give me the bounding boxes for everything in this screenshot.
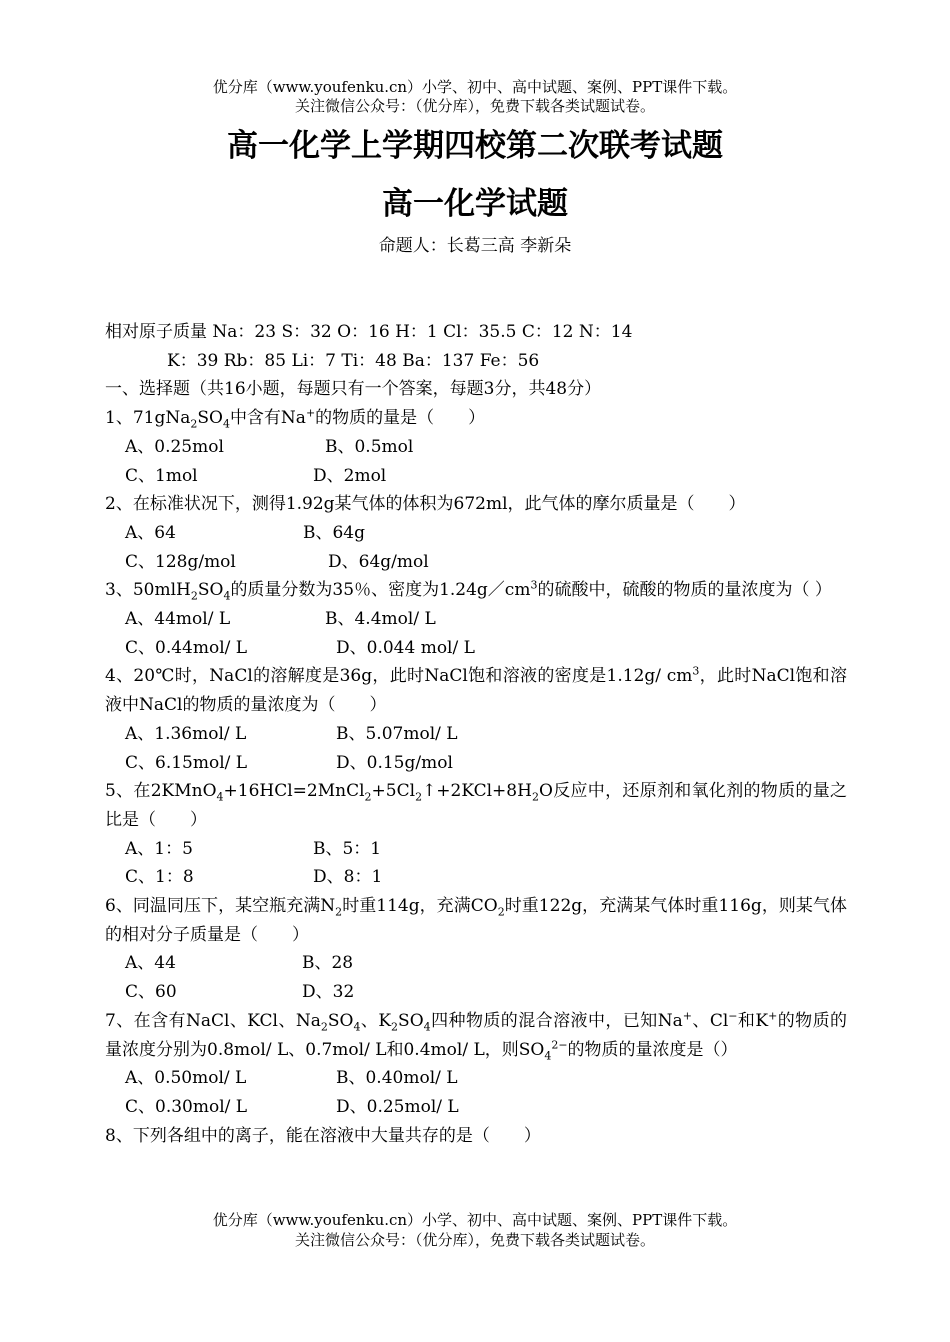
option-d: D、0.15g/mol bbox=[336, 752, 453, 773]
option-c: C、128g/mol bbox=[125, 551, 236, 572]
option-d: D、0.044 mol/ L bbox=[336, 637, 475, 658]
option-d: D、64g/mol bbox=[328, 551, 429, 572]
question-5-options-cd bbox=[105, 863, 847, 892]
question-7-options-ab bbox=[105, 1064, 847, 1093]
exam-subtitle: 高一化学试题 bbox=[382, 186, 568, 222]
question-6: 6、同温同压下，某空瓶充满$N_2$时重114g，充满$CO_2$时重122g，充满某气体时重116g，则某气体的相对分子质量是（ ） bbox=[105, 896, 847, 945]
exam-body bbox=[105, 318, 847, 1150]
option-d: D、0.25mol/ L bbox=[336, 1096, 459, 1117]
option-a: A、64 bbox=[125, 522, 176, 543]
question-1-options-cd bbox=[105, 462, 847, 491]
author-line: 命题人：长葛三高 李新朵 bbox=[378, 236, 572, 256]
question-7: 7、在含有NaCl、KCl、$Na_2SO_4$、$K_2SO_4$四种物质的混合溶液中，已知Na+、Cl−和K+的物质的量浓度分别为0.8mol/ L、0.7mol/ L和0.4mol/ L，则$SO_4^{2-}$的物质的量浓度是（） bbox=[105, 1009, 848, 1062]
option-a: A、1：5 bbox=[125, 838, 193, 859]
option-c: C、0.44mol/ L bbox=[125, 637, 248, 658]
question-7-options-cd bbox=[105, 1093, 847, 1122]
section-heading: 一、选择题（共16小题，每题只有一个答案，每题3分，共48分） bbox=[105, 379, 602, 400]
question-2-options-cd bbox=[105, 548, 847, 577]
question-5: 5、在$2KMnO_4+16HCl=2MnCl_2+5Cl_2↑+2KCl+8H_2O$反应中，还原剂和氧化剂的物质的量之比是（ ） bbox=[105, 781, 848, 830]
atomic-mass-line-1: 相对原子质量 Na：23 S：32 O：16 H：1 Cl：35.5 C：12 N：14 bbox=[105, 322, 633, 342]
question-1: 1、$71gNa_2SO_4$中含有Na+的物质的量是（ ） bbox=[105, 406, 486, 431]
question-2-options-ab bbox=[105, 519, 847, 548]
option-d: D、2mol bbox=[313, 465, 387, 486]
option-c: C、1mol bbox=[125, 465, 198, 486]
question-3-options-cd bbox=[105, 634, 847, 663]
question-1-options-ab bbox=[105, 433, 847, 462]
option-b: B、0.40mol/ L bbox=[336, 1068, 458, 1089]
question-4-options-ab bbox=[105, 720, 847, 749]
question-3: 3、$50mlH_2SO_4$的质量分数为35％、密度为$1.24g/cm^3$的硫酸中，硫酸的物质的量浓度为（ ） bbox=[105, 578, 832, 603]
option-d: D、32 bbox=[302, 982, 355, 1003]
option-c: C、0.30mol/ L bbox=[125, 1096, 248, 1117]
question-4-options-cd bbox=[105, 749, 847, 778]
option-c: C、6.15mol/ L bbox=[125, 752, 248, 773]
option-c: C、1：8 bbox=[125, 867, 194, 888]
exam-title: 高一化学上学期四校第二次联考试题 bbox=[227, 128, 723, 164]
atomic-mass-line-2: K：39 Rb：85 Li：7 Ti：48 Ba：137 Fe：56 bbox=[167, 350, 540, 371]
option-a: A、44mol/ L bbox=[125, 609, 231, 630]
option-b: B、5.07mol/ L bbox=[336, 723, 458, 744]
option-d: D、8：1 bbox=[313, 867, 383, 888]
footer-line-2: 关注微信公众号：（优分库），免费下载各类试题试卷。 bbox=[294, 1231, 655, 1249]
option-a: A、44 bbox=[125, 953, 176, 974]
header-line-2: 关注微信公众号：（优分库），免费下载各类试题试卷。 bbox=[294, 97, 655, 115]
option-a: A、1.36mol/ L bbox=[125, 723, 247, 744]
question-2: 2、在标准状况下，测得1.92g某气体的体积为672ml，此气体的摩尔质量是（ ） bbox=[105, 494, 746, 515]
option-b: B、5：1 bbox=[313, 838, 382, 859]
footer-line-1: 优分库（www.youfenku.cn）小学、初中、高中试题、案例、PPT课件下载。 bbox=[212, 1211, 738, 1229]
option-b: B、0.5mol bbox=[325, 436, 414, 457]
option-c: C、60 bbox=[125, 982, 177, 1003]
option-b: B、28 bbox=[302, 953, 354, 974]
question-3-options-ab bbox=[105, 605, 847, 634]
option-b: B、4.4mol/ L bbox=[325, 609, 436, 630]
question-6-options-cd bbox=[105, 978, 847, 1007]
question-6-options-ab bbox=[105, 949, 847, 978]
option-a: A、0.50mol/ L bbox=[125, 1068, 247, 1089]
option-b: B、64g bbox=[303, 522, 366, 543]
question-8: 8、下列各组中的离子，能在溶液中大量共存的是（ ） bbox=[105, 1125, 541, 1146]
question-5-options-ab bbox=[105, 835, 847, 864]
header-line-1: 优分库（www.youfenku.cn）小学、初中、高中试题、案例、PPT课件下载。 bbox=[212, 78, 738, 96]
question-4: 4、20℃时，NaCl的溶解度是36g，此时NaCl饱和溶液的密度是1.12g/ $cm^3$，此时NaCl饱和溶液中NaCl的物质的量浓度为（ ） bbox=[105, 664, 847, 716]
option-a: A、0.25mol bbox=[125, 436, 224, 457]
